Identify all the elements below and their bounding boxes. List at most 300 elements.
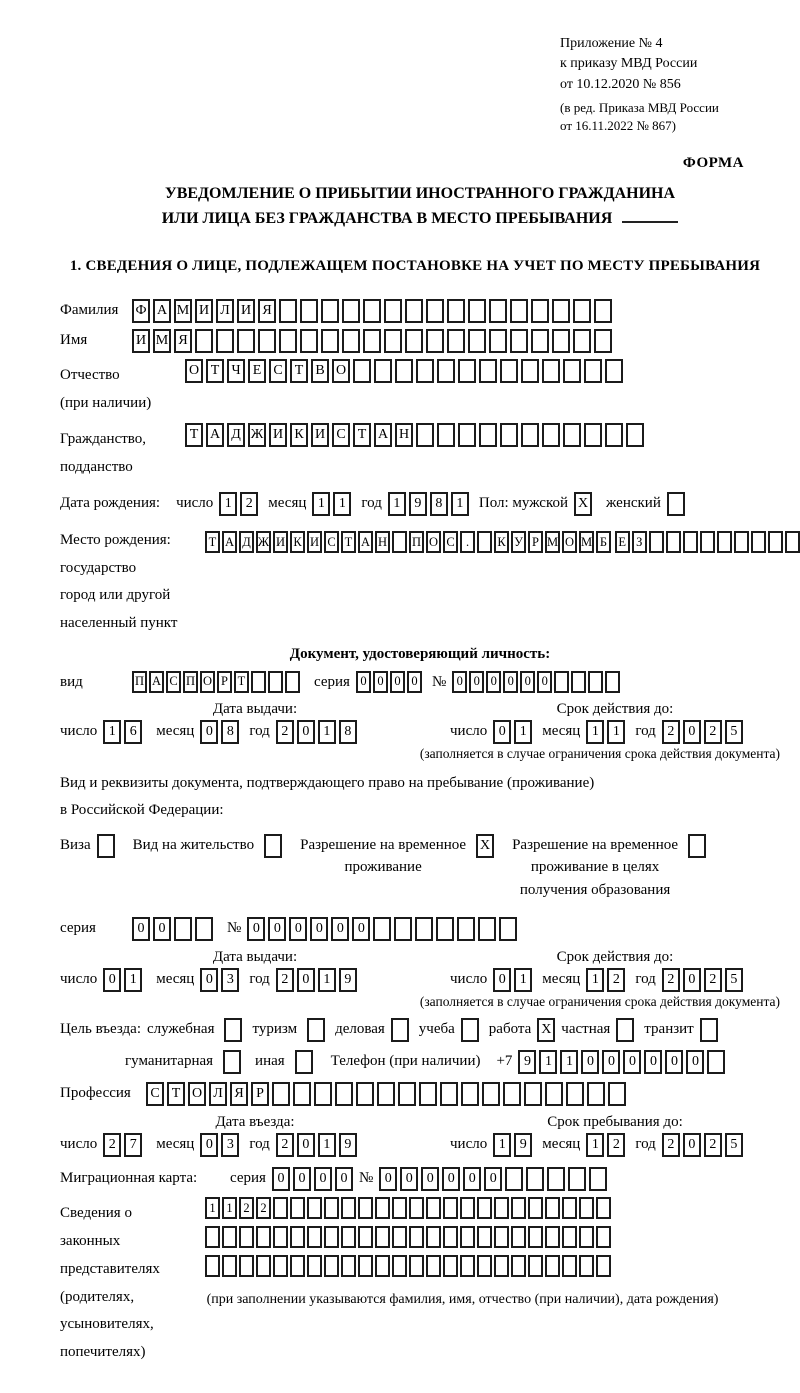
birth-month-input[interactable] — [312, 492, 351, 516]
form-cell[interactable]: 2 — [276, 720, 294, 744]
permit-series-input[interactable] — [132, 917, 213, 941]
doc-issue-month-input[interactable] — [200, 720, 239, 744]
entry-month-input[interactable] — [200, 1133, 239, 1157]
form-cell[interactable] — [300, 299, 318, 323]
form-cell[interactable] — [666, 531, 681, 553]
sex-female-checkbox[interactable] — [667, 492, 685, 516]
form-cell[interactable]: 0 — [665, 1050, 683, 1074]
form-cell[interactable]: 0 — [103, 968, 121, 992]
form-cell[interactable]: 0 — [484, 1167, 502, 1191]
purpose-humanitarian-checkbox[interactable] — [223, 1050, 241, 1074]
citizenship-input[interactable] — [185, 423, 644, 447]
form-cell[interactable] — [426, 299, 444, 323]
form-cell[interactable] — [239, 1226, 254, 1248]
form-cell[interactable] — [358, 1197, 373, 1219]
form-cell[interactable]: О — [426, 531, 441, 553]
form-cell[interactable] — [373, 917, 391, 941]
form-cell[interactable] — [237, 329, 255, 353]
form-cell[interactable]: У — [511, 531, 526, 553]
form-cell[interactable]: 0 — [520, 671, 535, 693]
form-cell[interactable]: К — [290, 423, 308, 447]
form-cell[interactable]: 0 — [297, 720, 315, 744]
form-cell[interactable]: М — [174, 299, 192, 323]
form-cell[interactable]: С — [324, 531, 339, 553]
guardians-input-row1[interactable] — [205, 1197, 611, 1219]
form-cell[interactable] — [268, 671, 283, 693]
purpose-official-checkbox[interactable] — [224, 1018, 242, 1042]
form-cell[interactable]: В — [311, 359, 329, 383]
form-cell[interactable] — [594, 329, 612, 353]
form-cell[interactable] — [256, 1226, 271, 1248]
form-cell[interactable]: 0 — [297, 1133, 315, 1157]
form-cell[interactable] — [494, 1226, 509, 1248]
form-cell[interactable]: 1 — [103, 720, 121, 744]
doc-valid-day-input[interactable] — [493, 720, 532, 744]
form-cell[interactable]: М — [545, 531, 560, 553]
form-cell[interactable]: 1 — [451, 492, 469, 516]
form-cell[interactable] — [494, 1197, 509, 1219]
form-cell[interactable] — [223, 1050, 241, 1074]
form-cell[interactable]: 1 — [514, 720, 532, 744]
form-cell[interactable] — [307, 1018, 325, 1042]
form-cell[interactable] — [440, 1082, 458, 1106]
form-cell[interactable] — [353, 359, 371, 383]
form-cell[interactable]: Л — [216, 299, 234, 323]
form-cell[interactable] — [273, 1197, 288, 1219]
form-cell[interactable] — [589, 1167, 607, 1191]
form-cell[interactable]: 1 — [514, 968, 532, 992]
form-cell[interactable] — [461, 1082, 479, 1106]
form-cell[interactable] — [734, 531, 749, 553]
birth-place-input-row1[interactable] — [205, 531, 611, 553]
form-cell[interactable]: Т — [234, 671, 249, 693]
form-cell[interactable] — [505, 1167, 523, 1191]
form-cell[interactable] — [321, 299, 339, 323]
form-cell[interactable] — [447, 299, 465, 323]
form-cell[interactable]: X — [537, 1018, 555, 1042]
form-cell[interactable]: 2 — [239, 1197, 254, 1219]
form-cell[interactable] — [510, 299, 528, 323]
form-cell[interactable]: 1 — [539, 1050, 557, 1074]
form-cell[interactable] — [195, 917, 213, 941]
form-cell[interactable]: П — [409, 531, 424, 553]
form-cell[interactable]: 1 — [205, 1197, 220, 1219]
form-cell[interactable]: 0 — [331, 917, 349, 941]
form-cell[interactable]: X — [476, 834, 494, 858]
form-cell[interactable]: 0 — [247, 917, 265, 941]
form-cell[interactable] — [528, 1255, 543, 1277]
form-cell[interactable]: Т — [167, 1082, 185, 1106]
visa-checkbox[interactable] — [97, 834, 115, 858]
form-cell[interactable]: С — [146, 1082, 164, 1106]
form-cell[interactable]: 0 — [581, 1050, 599, 1074]
form-cell[interactable]: 6 — [124, 720, 142, 744]
form-cell[interactable] — [405, 299, 423, 323]
form-cell[interactable] — [573, 299, 591, 323]
form-cell[interactable] — [409, 1226, 424, 1248]
form-cell[interactable] — [478, 917, 496, 941]
form-cell[interactable]: 0 — [314, 1167, 332, 1191]
form-cell[interactable] — [547, 1167, 565, 1191]
form-cell[interactable]: О — [562, 531, 577, 553]
form-cell[interactable]: . — [460, 531, 475, 553]
form-cell[interactable]: Ч — [227, 359, 245, 383]
form-cell[interactable]: Д — [227, 423, 245, 447]
form-cell[interactable] — [256, 1255, 271, 1277]
form-cell[interactable] — [500, 359, 518, 383]
form-cell[interactable] — [321, 329, 339, 353]
form-cell[interactable]: 5 — [725, 1133, 743, 1157]
form-cell[interactable] — [524, 1082, 542, 1106]
form-cell[interactable]: М — [153, 329, 171, 353]
form-cell[interactable] — [356, 1082, 374, 1106]
form-cell[interactable]: 2 — [662, 1133, 680, 1157]
form-cell[interactable] — [398, 1082, 416, 1106]
doc-series-input[interactable] — [356, 671, 422, 693]
form-cell[interactable] — [272, 1082, 290, 1106]
form-cell[interactable] — [273, 1255, 288, 1277]
doc-issue-day-input[interactable] — [103, 720, 142, 744]
profession-input[interactable] — [146, 1082, 626, 1106]
form-cell[interactable] — [405, 329, 423, 353]
form-cell[interactable] — [375, 1197, 390, 1219]
form-cell[interactable] — [295, 1050, 313, 1074]
form-cell[interactable]: И — [132, 329, 150, 353]
form-cell[interactable] — [363, 299, 381, 323]
form-cell[interactable] — [511, 1226, 526, 1248]
doc-kind-input[interactable] — [132, 671, 300, 693]
form-cell[interactable]: 1 — [586, 1133, 604, 1157]
form-cell[interactable] — [224, 1018, 242, 1042]
mk-number-input[interactable] — [379, 1167, 607, 1191]
purpose-work-checkbox[interactable] — [537, 1018, 555, 1042]
form-cell[interactable] — [216, 329, 234, 353]
form-cell[interactable] — [419, 1082, 437, 1106]
form-cell[interactable] — [251, 671, 266, 693]
form-cell[interactable]: Т — [185, 423, 203, 447]
form-cell[interactable] — [415, 917, 433, 941]
permit-valid-month-input[interactable] — [586, 968, 625, 992]
form-cell[interactable] — [426, 329, 444, 353]
form-cell[interactable]: 0 — [310, 917, 328, 941]
form-cell[interactable] — [563, 423, 581, 447]
form-cell[interactable]: 0 — [390, 671, 405, 693]
form-cell[interactable] — [552, 329, 570, 353]
form-cell[interactable] — [531, 329, 549, 353]
form-cell[interactable] — [468, 299, 486, 323]
form-cell[interactable]: Л — [209, 1082, 227, 1106]
form-cell[interactable] — [479, 359, 497, 383]
form-cell[interactable]: 1 — [586, 720, 604, 744]
form-cell[interactable] — [500, 423, 518, 447]
form-cell[interactable]: 2 — [704, 1133, 722, 1157]
form-cell[interactable]: 0 — [686, 1050, 704, 1074]
form-cell[interactable]: 1 — [318, 1133, 336, 1157]
doc-valid-year-input[interactable] — [662, 720, 743, 744]
form-cell[interactable] — [542, 359, 560, 383]
form-cell[interactable] — [510, 329, 528, 353]
form-cell[interactable] — [324, 1226, 339, 1248]
form-cell[interactable] — [392, 531, 407, 553]
residence-permit-checkbox[interactable] — [264, 834, 282, 858]
form-cell[interactable] — [566, 1082, 584, 1106]
form-cell[interactable] — [511, 1197, 526, 1219]
form-cell[interactable] — [384, 329, 402, 353]
form-cell[interactable]: 1 — [312, 492, 330, 516]
form-cell[interactable] — [596, 1226, 611, 1248]
form-cell[interactable]: 2 — [276, 968, 294, 992]
form-cell[interactable]: 5 — [725, 968, 743, 992]
stay-year-input[interactable] — [662, 1133, 743, 1157]
birth-place-input-row2[interactable] — [615, 531, 800, 553]
form-cell[interactable] — [461, 1018, 479, 1042]
form-cell[interactable]: К — [290, 531, 305, 553]
form-cell[interactable] — [416, 423, 434, 447]
form-cell[interactable] — [205, 1226, 220, 1248]
form-cell[interactable] — [751, 531, 766, 553]
form-cell[interactable]: 9 — [518, 1050, 536, 1074]
form-cell[interactable] — [460, 1226, 475, 1248]
form-cell[interactable]: 1 — [219, 492, 237, 516]
form-cell[interactable]: Т — [206, 359, 224, 383]
form-cell[interactable] — [437, 423, 455, 447]
form-cell[interactable] — [545, 1226, 560, 1248]
form-cell[interactable]: 1 — [388, 492, 406, 516]
form-cell[interactable] — [584, 359, 602, 383]
form-cell[interactable] — [579, 1226, 594, 1248]
form-cell[interactable] — [542, 423, 560, 447]
form-cell[interactable] — [700, 531, 715, 553]
purpose-business-checkbox[interactable] — [391, 1018, 409, 1042]
form-cell[interactable] — [768, 531, 783, 553]
guardians-input-row2[interactable] — [205, 1226, 611, 1248]
form-cell[interactable]: 0 — [335, 1167, 353, 1191]
form-cell[interactable] — [457, 917, 475, 941]
form-cell[interactable] — [426, 1255, 441, 1277]
form-cell[interactable] — [374, 359, 392, 383]
form-cell[interactable]: 3 — [221, 968, 239, 992]
form-cell[interactable] — [375, 1255, 390, 1277]
form-cell[interactable] — [222, 1255, 237, 1277]
form-cell[interactable] — [392, 1255, 407, 1277]
mk-series-input[interactable] — [272, 1167, 353, 1191]
form-cell[interactable]: Я — [230, 1082, 248, 1106]
form-cell[interactable] — [531, 299, 549, 323]
form-cell[interactable] — [608, 1082, 626, 1106]
form-cell[interactable] — [443, 1255, 458, 1277]
form-cell[interactable] — [293, 1082, 311, 1106]
form-cell[interactable]: А — [153, 299, 171, 323]
form-cell[interactable]: 0 — [644, 1050, 662, 1074]
form-cell[interactable]: 1 — [493, 1133, 511, 1157]
purpose-transit-checkbox[interactable] — [700, 1018, 718, 1042]
form-cell[interactable]: И — [307, 531, 322, 553]
form-cell[interactable] — [596, 1255, 611, 1277]
form-cell[interactable] — [285, 671, 300, 693]
form-cell[interactable]: Я — [174, 329, 192, 353]
form-cell[interactable]: Т — [353, 423, 371, 447]
form-cell[interactable] — [426, 1226, 441, 1248]
form-cell[interactable] — [511, 1255, 526, 1277]
form-cell[interactable]: 0 — [373, 671, 388, 693]
form-cell[interactable]: 0 — [200, 720, 218, 744]
form-cell[interactable] — [562, 1226, 577, 1248]
form-cell[interactable]: Ж — [248, 423, 266, 447]
form-cell[interactable] — [342, 299, 360, 323]
form-cell[interactable]: 0 — [272, 1167, 290, 1191]
form-cell[interactable]: Я — [258, 299, 276, 323]
form-cell[interactable]: Т — [290, 359, 308, 383]
form-cell[interactable]: 1 — [222, 1197, 237, 1219]
form-cell[interactable] — [594, 299, 612, 323]
form-cell[interactable] — [667, 492, 685, 516]
form-cell[interactable]: П — [183, 671, 198, 693]
phone-input[interactable] — [518, 1050, 725, 1074]
form-cell[interactable] — [279, 329, 297, 353]
form-cell[interactable]: 0 — [683, 720, 701, 744]
form-cell[interactable]: 0 — [200, 968, 218, 992]
form-cell[interactable] — [605, 671, 620, 693]
form-cell[interactable]: X — [574, 492, 592, 516]
form-cell[interactable] — [460, 1255, 475, 1277]
temp-residence-checkbox[interactable] — [476, 834, 494, 858]
form-cell[interactable]: А — [149, 671, 164, 693]
form-cell[interactable]: 0 — [379, 1167, 397, 1191]
form-cell[interactable] — [314, 1082, 332, 1106]
form-cell[interactable] — [341, 1255, 356, 1277]
form-cell[interactable]: 0 — [356, 671, 371, 693]
form-cell[interactable] — [437, 359, 455, 383]
form-cell[interactable] — [605, 359, 623, 383]
form-cell[interactable] — [521, 423, 539, 447]
form-cell[interactable] — [573, 329, 591, 353]
form-cell[interactable]: 2 — [704, 968, 722, 992]
form-cell[interactable]: 0 — [400, 1167, 418, 1191]
form-cell[interactable]: 8 — [430, 492, 448, 516]
form-cell[interactable] — [258, 329, 276, 353]
form-cell[interactable] — [375, 1226, 390, 1248]
form-cell[interactable]: С — [269, 359, 287, 383]
edu-residence-checkbox[interactable] — [688, 834, 706, 858]
form-cell[interactable]: О — [332, 359, 350, 383]
entry-year-input[interactable] — [276, 1133, 357, 1157]
form-cell[interactable]: 2 — [103, 1133, 121, 1157]
form-cell[interactable]: 0 — [352, 917, 370, 941]
form-cell[interactable] — [409, 1197, 424, 1219]
form-cell[interactable] — [717, 531, 732, 553]
form-cell[interactable]: О — [200, 671, 215, 693]
form-cell[interactable] — [563, 359, 581, 383]
form-cell[interactable]: 0 — [537, 671, 552, 693]
form-cell[interactable]: 2 — [256, 1197, 271, 1219]
form-cell[interactable]: А — [222, 531, 237, 553]
form-cell[interactable]: 3 — [221, 1133, 239, 1157]
form-cell[interactable]: А — [206, 423, 224, 447]
form-cell[interactable]: 2 — [607, 1133, 625, 1157]
form-cell[interactable] — [503, 1082, 521, 1106]
form-cell[interactable] — [307, 1226, 322, 1248]
form-cell[interactable] — [785, 531, 800, 553]
form-cell[interactable] — [479, 423, 497, 447]
form-cell[interactable] — [341, 1197, 356, 1219]
form-cell[interactable] — [324, 1197, 339, 1219]
form-cell[interactable]: И — [237, 299, 255, 323]
form-cell[interactable]: 2 — [662, 720, 680, 744]
form-cell[interactable]: 1 — [333, 492, 351, 516]
form-cell[interactable] — [605, 423, 623, 447]
stay-month-input[interactable] — [586, 1133, 625, 1157]
form-cell[interactable] — [521, 359, 539, 383]
form-cell[interactable]: 9 — [339, 968, 357, 992]
form-cell[interactable] — [489, 299, 507, 323]
form-cell[interactable] — [477, 531, 492, 553]
form-cell[interactable] — [363, 329, 381, 353]
form-cell[interactable] — [443, 1197, 458, 1219]
form-cell[interactable] — [307, 1255, 322, 1277]
form-cell[interactable]: 0 — [421, 1167, 439, 1191]
form-cell[interactable] — [205, 1255, 220, 1277]
permit-valid-year-input[interactable] — [662, 968, 743, 992]
form-cell[interactable] — [458, 359, 476, 383]
form-cell[interactable] — [395, 359, 413, 383]
form-cell[interactable]: 2 — [240, 492, 258, 516]
form-cell[interactable] — [300, 329, 318, 353]
form-cell[interactable]: 0 — [132, 917, 150, 941]
form-cell[interactable]: 0 — [602, 1050, 620, 1074]
form-cell[interactable] — [528, 1197, 543, 1219]
form-cell[interactable]: 0 — [289, 917, 307, 941]
permit-issue-year-input[interactable] — [276, 968, 357, 992]
form-cell[interactable] — [290, 1197, 305, 1219]
birth-day-input[interactable] — [219, 492, 258, 516]
form-cell[interactable]: 0 — [463, 1167, 481, 1191]
form-cell[interactable]: П — [132, 671, 147, 693]
form-cell[interactable] — [342, 329, 360, 353]
permit-issue-day-input[interactable] — [103, 968, 142, 992]
form-cell[interactable]: 0 — [153, 917, 171, 941]
form-cell[interactable] — [700, 1018, 718, 1042]
form-cell[interactable] — [571, 671, 586, 693]
form-cell[interactable] — [307, 1197, 322, 1219]
form-cell[interactable]: 1 — [318, 968, 336, 992]
form-cell[interactable]: М — [579, 531, 594, 553]
form-cell[interactable]: Ж — [256, 531, 271, 553]
form-cell[interactable] — [426, 1197, 441, 1219]
form-cell[interactable] — [335, 1082, 353, 1106]
form-cell[interactable]: 0 — [442, 1167, 460, 1191]
form-cell[interactable] — [528, 1226, 543, 1248]
form-cell[interactable] — [579, 1197, 594, 1219]
form-cell[interactable] — [195, 329, 213, 353]
form-cell[interactable]: 2 — [607, 968, 625, 992]
form-cell[interactable]: 0 — [683, 968, 701, 992]
form-cell[interactable]: 0 — [293, 1167, 311, 1191]
form-cell[interactable]: И — [195, 299, 213, 323]
form-cell[interactable]: Н — [395, 423, 413, 447]
form-cell[interactable] — [97, 834, 115, 858]
form-cell[interactable]: Т — [341, 531, 356, 553]
form-cell[interactable]: О — [188, 1082, 206, 1106]
form-cell[interactable]: 0 — [493, 720, 511, 744]
form-cell[interactable] — [264, 834, 282, 858]
form-cell[interactable]: 2 — [662, 968, 680, 992]
form-cell[interactable] — [688, 834, 706, 858]
form-cell[interactable]: С — [166, 671, 181, 693]
form-cell[interactable] — [596, 1197, 611, 1219]
form-cell[interactable]: Б — [596, 531, 611, 553]
form-cell[interactable]: С — [443, 531, 458, 553]
form-cell[interactable] — [489, 329, 507, 353]
